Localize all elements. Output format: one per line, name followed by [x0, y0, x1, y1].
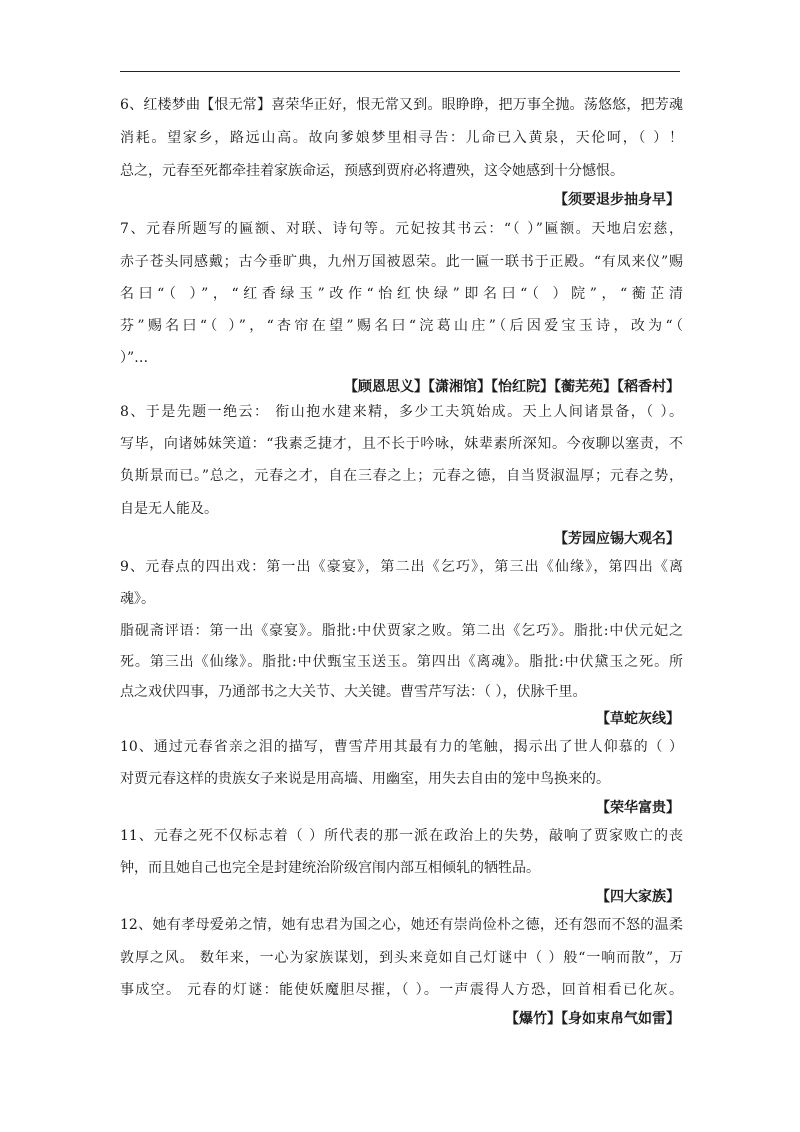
question-line: 点之戏伏四事，乃通部书之大关节、大关键。曹雪芹写法：（ ），伏脉千里。 — [120, 684, 587, 700]
question-line: 自是无人能及。 — [120, 501, 218, 517]
question-line: 9、元春点的四出戏：第一出《豪宴》，第二出《乞巧》，第三出《仙缘》，第四出《离 — [120, 559, 683, 575]
question-line: 消耗。望家乡，路远山高。故向爹娘梦里相寻告：儿命已入黄泉，天伦呵，（ ）！ — [120, 130, 683, 146]
question-line: 8、于是先题一绝云： 衔山抱水建来精，多少工夫筑始成。天上人间诸景备，（ ）。 — [120, 404, 683, 420]
answer-key: 【四大家族】 — [596, 889, 680, 905]
question-line: 12、她有孝母爱弟之情，她有忠君为国之心，她还有崇尚俭朴之德，还有怨而不怒的温柔 — [120, 917, 683, 933]
question-line: 6、红楼梦曲【恨无常】喜荣华正好，恨无常又到。眼睁睁，把万事全抛。荡悠悠，把芳魂 — [120, 97, 683, 113]
question-line: 脂砚斋评语：第一出《豪宴》。脂批:中伏贾家之败。第二出《乞巧》。脂批:中伏元妃之 — [120, 623, 683, 639]
answer-key: 【须要退步抽身早】 — [554, 192, 680, 208]
question-line: ）”… — [120, 350, 149, 366]
question-line: 负斯景而已。”总之，元春之才，自在三春之上；元春之德，自当贤淑温厚；元春之势， — [120, 468, 683, 484]
question-line: 名曰“（ ）”，“红香绿玉”改作“怡红快绿”即名曰“（ ）院”，“蘅芷清 — [120, 286, 683, 302]
question-line: 对贾元春这样的贵族女子来说是用高墙、用幽室，用失去自由的笼中鸟换来的。 — [120, 771, 610, 787]
question-line: 钟，而且她自己也完全是封建统治阶级宫闱内部互相倾轧的牺牲品。 — [120, 860, 540, 876]
question-line: 敦厚之风。 数年来，一心为家族谋划，到头来竟如自己灯谜中（ ）般“一响而散”，万 — [120, 950, 683, 966]
question-line: 赤子苍头同感戴；古今垂旷典，九州万国被恩荣。此一匾一联书于正殿。“有凤来仪”赐 — [120, 254, 683, 270]
question-line: 11、元春之死不仅标志着（ ）所代表的那一派在政治上的失势，敲响了贾家败亡的丧 — [120, 828, 683, 844]
question-line: 芬”赐名曰“（ ）”，“杏帘在望”赐名曰“浣葛山庄”（后因爱宝玉诗，改为“（ — [120, 318, 683, 334]
answer-key: 【荣华富贵】 — [596, 800, 680, 816]
answer-key: 【顾恩思义】【潇湘馆】【怡红院】【蘅芜苑】【稻香村】 — [344, 379, 680, 395]
answer-key: 【爆竹】【身如束帛气如雷】 — [505, 1011, 680, 1027]
question-line: 总之，元春至死都牵挂着家族命运，预感到贾府必将遭殃，这令她感到十分憾恨。 — [120, 163, 624, 179]
question-line: 事成空。 元春的灯谜：能使妖魔胆尽摧，（ ）。一声震得人方恐，回首相看已化灰。 — [120, 982, 683, 998]
header-rule — [120, 71, 680, 72]
question-line: 写毕，向诸姊妹笑道：“我素乏捷才，且不长于吟咏，妹辈素所深知。今夜聊以塞责，不 — [120, 436, 683, 452]
answer-key: 【芳园应锡大观名】 — [554, 531, 680, 547]
question-line: 10、通过元春省亲之泪的描写，曹雪芹用其最有力的笔触，揭示出了世人仰慕的（ ） — [120, 739, 683, 755]
question-line: 魂》。 — [120, 591, 155, 607]
question-line: 7、元春所题写的匾额、对联、诗句等。元妃按其书云：“（ ）”匾额。天地启宏慈， — [120, 221, 683, 237]
answer-key: 【草蛇灰线】 — [596, 711, 680, 727]
question-line: 死。第三出《仙缘》。脂批:中伏甄宝玉送玉。第四出《离魂》。脂批:中伏黛玉之死。所 — [120, 654, 683, 670]
